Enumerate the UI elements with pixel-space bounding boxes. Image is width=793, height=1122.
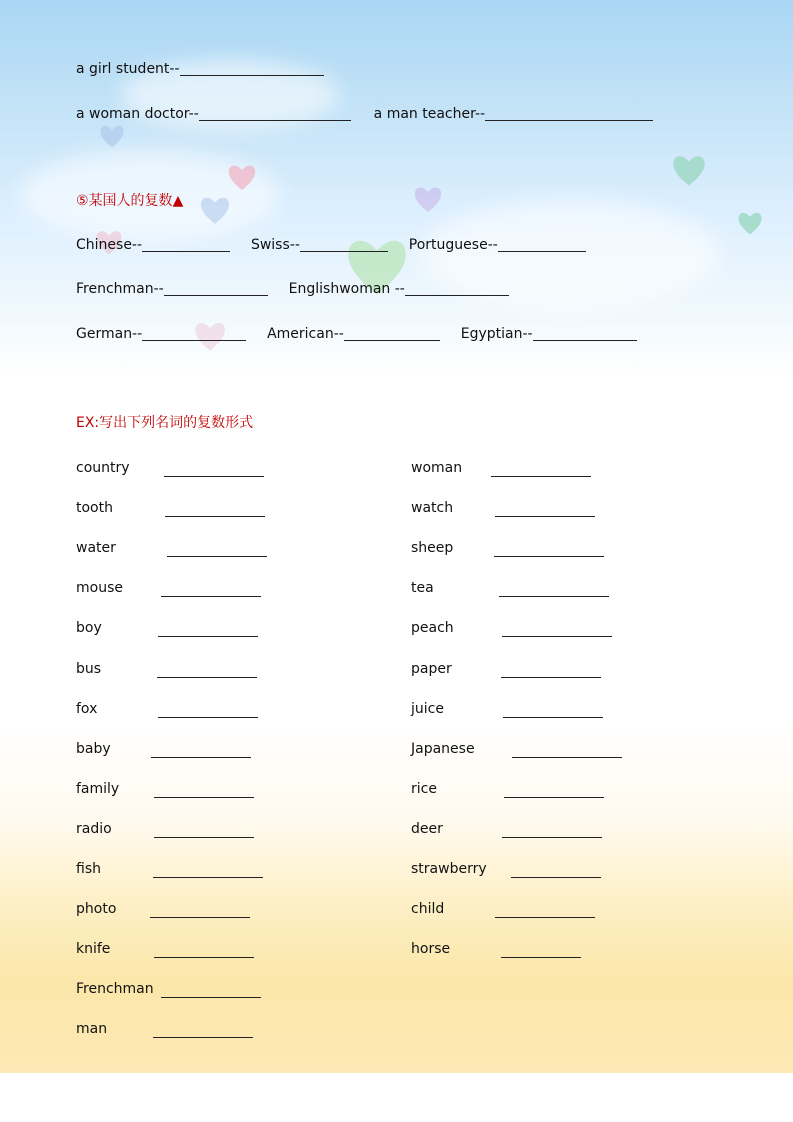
answer-blank[interactable] [180, 61, 324, 76]
answer-blank[interactable] [512, 757, 622, 758]
prompt-text: a man teacher-- [373, 106, 486, 122]
exercise-word: mouse [76, 580, 123, 596]
heart-icon [412, 182, 444, 216]
answer-blank[interactable] [158, 717, 258, 718]
heart-icon [226, 160, 258, 194]
heart-icon [736, 208, 764, 238]
answer-blank[interactable] [164, 281, 268, 296]
heading-text: 某国人的复数 [88, 193, 173, 209]
section-heading-exercise [76, 414, 253, 432]
prompt-text: a girl student-- [76, 61, 180, 77]
answer-blank[interactable] [511, 877, 601, 878]
exercise-word: tooth [76, 500, 113, 516]
heart-icon [98, 122, 126, 150]
answer-blank[interactable] [167, 556, 267, 557]
answer-blank[interactable] [154, 837, 254, 838]
exercise-word: man [76, 1021, 108, 1037]
answer-blank[interactable] [498, 237, 586, 252]
answer-blank[interactable] [157, 677, 257, 678]
exercise-word: sheep [411, 540, 454, 556]
exercise-word: horse [411, 941, 451, 957]
answer-blank[interactable] [153, 1037, 253, 1038]
exercise-word: water [76, 540, 116, 556]
answer-blank[interactable] [485, 106, 653, 121]
answer-blank[interactable] [199, 106, 351, 121]
heart-icon [670, 150, 708, 190]
answer-blank[interactable] [502, 837, 602, 838]
answer-blank[interactable] [300, 237, 388, 252]
fill-line-girl-student [76, 60, 324, 78]
triangle-icon: ▲ [172, 193, 184, 209]
nationality-row [76, 280, 509, 298]
prompt-text: Englishwoman -- [288, 281, 405, 297]
exercise-word: country [76, 460, 130, 476]
exercise-word: watch [411, 500, 454, 516]
exercise-word: strawberry [411, 861, 487, 877]
answer-blank[interactable] [142, 326, 246, 341]
answer-blank[interactable] [501, 677, 601, 678]
prompt-text: a woman doctor-- [76, 106, 199, 122]
fill-line-doctor-teacher [76, 105, 653, 123]
prompt-text: Egyptian-- [460, 326, 533, 342]
answer-blank[interactable] [151, 757, 251, 758]
nationality-row [76, 236, 586, 254]
exercise-word: bus [76, 661, 102, 677]
answer-blank[interactable] [504, 797, 604, 798]
nationality-row [76, 325, 637, 343]
answer-blank[interactable] [503, 717, 603, 718]
answer-blank[interactable] [495, 516, 595, 517]
exercise-word: woman [411, 460, 463, 476]
answer-blank[interactable] [165, 516, 265, 517]
section-heading-nationality [76, 192, 183, 210]
exercise-word: Frenchman [76, 981, 154, 997]
exercise-word: boy [76, 620, 102, 636]
heart-icon [198, 192, 232, 228]
prompt-text: Swiss-- [250, 237, 300, 253]
exercise-word: peach [411, 620, 454, 636]
exercise-prefix: EX: [76, 415, 100, 431]
answer-blank[interactable] [344, 326, 440, 341]
answer-blank[interactable] [501, 957, 581, 958]
exercise-word: radio [76, 821, 112, 837]
prompt-text: Chinese-- [76, 237, 143, 253]
answer-blank[interactable] [164, 476, 264, 477]
answer-blank[interactable] [495, 917, 595, 918]
answer-blank[interactable] [491, 476, 591, 477]
exercise-word: juice [411, 701, 444, 717]
prompt-text: German-- [76, 326, 143, 342]
answer-blank[interactable] [405, 281, 509, 296]
prompt-text: American-- [267, 326, 344, 342]
answer-blank[interactable] [502, 636, 612, 637]
answer-blank[interactable] [499, 596, 609, 597]
exercise-word: fish [76, 861, 101, 877]
answer-blank[interactable] [161, 596, 261, 597]
answer-blank[interactable] [142, 237, 230, 252]
exercise-word: baby [76, 741, 111, 757]
exercise-word: tea [411, 580, 434, 596]
exercise-word: photo [76, 901, 117, 917]
answer-blank[interactable] [533, 326, 637, 341]
prompt-text: Frenchman-- [76, 281, 164, 297]
answer-blank[interactable] [154, 797, 254, 798]
exercise-word: family [76, 781, 120, 797]
answer-blank[interactable] [150, 917, 250, 918]
exercise-word: rice [411, 781, 437, 797]
prompt-text: Portuguese-- [408, 237, 498, 253]
answer-blank[interactable] [154, 957, 254, 958]
answer-blank[interactable] [158, 636, 258, 637]
exercise-word: deer [411, 821, 443, 837]
exercise-word: knife [76, 941, 111, 957]
answer-blank[interactable] [161, 997, 261, 998]
circled-number: ⑤ [76, 193, 89, 209]
exercise-word: Japanese [411, 741, 475, 757]
answer-blank[interactable] [153, 877, 263, 878]
heading-text: 写出下列名词的复数形式 [99, 415, 254, 431]
exercise-word: child [411, 901, 445, 917]
answer-blank[interactable] [494, 556, 604, 557]
exercise-word: fox [76, 701, 98, 717]
exercise-word: paper [411, 661, 452, 677]
